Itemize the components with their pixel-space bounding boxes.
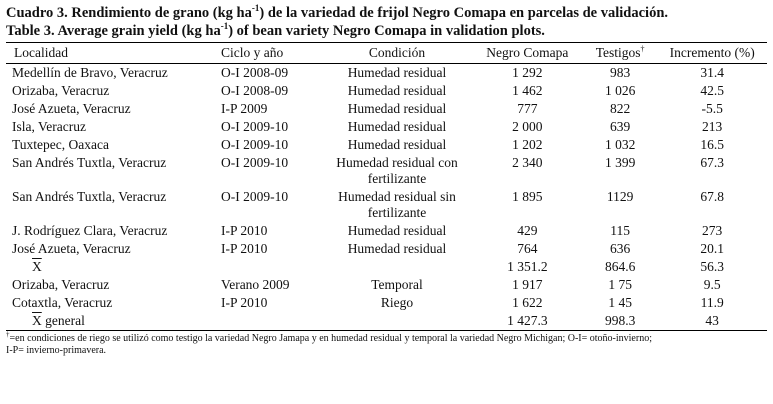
- header-testigos: [583, 43, 657, 64]
- caption-es-text-end: ) de la variedad de frijol Negro Comapa en parcelas de validación.: [259, 5, 669, 21]
- footnote-line-2: I-P= invierno-primavera.: [6, 345, 107, 356]
- table-header: [6, 43, 767, 64]
- cell-condicion: [322, 258, 471, 276]
- cell-negro-comapa: 1 895: [512, 189, 543, 204]
- table-row: [6, 118, 767, 136]
- cell-ciclo: [219, 312, 322, 331]
- cell-ciclo: I-P 2010: [220, 241, 268, 256]
- cell-negro-comapa: 777: [517, 101, 538, 116]
- cell-testigos: 822: [610, 101, 631, 116]
- cell-localidad: José Azueta, Veracruz: [12, 241, 131, 256]
- table-row: [6, 154, 767, 188]
- cell-condicion: Humedad residual sin fertilizante: [338, 189, 456, 220]
- cell-incremento: 42.5: [700, 83, 724, 98]
- table-row-mean: [6, 258, 767, 276]
- header-condicion: Condición: [322, 43, 471, 64]
- table-row: [6, 276, 767, 294]
- table-row: [6, 222, 767, 240]
- cell-ciclo: I-P 2009: [220, 101, 268, 116]
- cell-incremento: 11.9: [700, 295, 724, 310]
- cell-ciclo: I-P 2010: [220, 295, 268, 310]
- cell-condicion: Temporal: [371, 277, 423, 292]
- footnote-dagger: †: [6, 330, 10, 339]
- cell-condicion: Humedad residual: [347, 223, 447, 238]
- cell-testigos: 636: [610, 241, 631, 256]
- caption-spanish: [6, 4, 767, 22]
- caption-es-text: Cuadro 3. Rendimiento de grano (kg ha: [6, 5, 252, 21]
- cell-negro-comapa: 429: [517, 223, 538, 238]
- mean-label: general: [41, 313, 85, 328]
- cell-localidad: Isla, Veracruz: [12, 119, 86, 134]
- cell-localidad: [6, 312, 219, 331]
- cell-ciclo: O-I 2009-10: [220, 155, 289, 170]
- cell-ciclo: [219, 258, 322, 276]
- table-row: [6, 100, 767, 118]
- cell-testigos: 983: [610, 65, 631, 80]
- cell-ciclo: O-I 2009-10: [220, 119, 289, 134]
- cell-negro-comapa: 1 462: [512, 83, 543, 98]
- header-ciclo: Ciclo y año: [219, 43, 322, 64]
- cell-incremento: 67.8: [700, 189, 724, 204]
- table-row: [6, 188, 767, 222]
- caption-en-text-end: ) of bean variety Negro Comapa in validation plots.: [228, 23, 545, 39]
- cell-incremento: 67.3: [700, 155, 724, 170]
- cell-incremento: 9.5: [703, 277, 721, 292]
- cell-localidad: Orizaba, Veracruz: [12, 83, 110, 98]
- cell-testigos: 639: [610, 119, 631, 134]
- mean-symbol: $\overline{X}$: [32, 259, 42, 274]
- cell-testigos: 115: [610, 223, 630, 238]
- cell-negro-comapa: 1 917: [512, 277, 543, 292]
- cell-ciclo: O-I 2009-10: [220, 137, 289, 152]
- cell-localidad: San Andrés Tuxtla, Veracruz: [12, 155, 167, 170]
- cell-negro-comapa: 2 340: [512, 155, 543, 170]
- cell-incremento: -5.5: [701, 101, 723, 116]
- cell-condicion: Humedad residual: [347, 83, 447, 98]
- cell-incremento: 56.3: [700, 259, 724, 274]
- cell-condicion: [322, 312, 471, 331]
- cell-localidad: San Andrés Tuxtla, Veracruz: [12, 189, 167, 204]
- cell-localidad: J. Rodríguez Clara, Veracruz: [12, 223, 168, 238]
- cell-negro-comapa: 2 000: [512, 119, 543, 134]
- cell-incremento: 31.4: [700, 65, 724, 80]
- yield-table: [6, 42, 767, 331]
- cell-condicion: Humedad residual: [347, 241, 447, 256]
- header-localidad: Localidad: [6, 43, 219, 64]
- cell-condicion: Riego: [380, 295, 414, 310]
- footnote: [6, 330, 767, 357]
- table-row: [6, 64, 767, 83]
- table-row: [6, 82, 767, 100]
- cell-negro-comapa: 1 292: [512, 65, 543, 80]
- table-body: [6, 64, 767, 331]
- cell-negro-comapa: 1 202: [512, 137, 543, 152]
- header-incremento: Incremento (%): [657, 43, 767, 64]
- cell-localidad: Orizaba, Veracruz: [12, 277, 110, 292]
- caption-english: [6, 22, 767, 40]
- caption-es-superscript: -1: [251, 3, 260, 14]
- table-row-mean: [6, 312, 767, 331]
- cell-condicion: Humedad residual: [347, 65, 447, 80]
- cell-testigos: 1 399: [604, 155, 636, 170]
- cell-condicion: Humedad residual con fertilizante: [336, 155, 458, 186]
- header-negro-comapa: Negro Comapa: [472, 43, 583, 64]
- cell-incremento: 273: [702, 223, 723, 238]
- cell-testigos: 1 032: [604, 137, 636, 152]
- cell-ciclo: O-I 2008-09: [220, 65, 289, 80]
- cell-ciclo: Verano 2009: [220, 277, 290, 292]
- cell-incremento: 213: [702, 119, 723, 134]
- cell-negro-comapa: 1 427.3: [472, 312, 583, 331]
- cell-localidad: [6, 258, 219, 276]
- cell-testigos: 864.6: [604, 259, 636, 274]
- cell-condicion: Humedad residual: [347, 137, 447, 152]
- caption-en-superscript: -1: [220, 21, 229, 32]
- cell-testigos: 998.3: [583, 312, 657, 331]
- cell-condicion: Humedad residual: [347, 119, 447, 134]
- cell-condicion: Humedad residual: [347, 101, 447, 116]
- table-row: [6, 294, 767, 312]
- footnote-text-1: =en condiciones de riego se utilizó como testigo la variedad Negro Jamapa y en humedad residual y temporal la variedad Negro Michigan; O-I= otoño-invierno;: [9, 333, 652, 344]
- cell-testigos: 1129: [606, 189, 634, 204]
- mean-symbol: $\overline{X}$: [32, 313, 42, 328]
- cell-testigos: 1 75: [608, 277, 632, 292]
- table-row: [6, 240, 767, 258]
- cell-localidad: Medellín de Bravo, Veracruz: [12, 65, 168, 80]
- cell-incremento: 43: [657, 312, 767, 331]
- cell-localidad: José Azueta, Veracruz: [12, 101, 131, 116]
- cell-ciclo: O-I 2008-09: [220, 83, 289, 98]
- header-row: [6, 43, 767, 64]
- table-row: [6, 136, 767, 154]
- footnote-line-1: [6, 330, 767, 345]
- cell-incremento: 20.1: [700, 241, 724, 256]
- caption-en-text: Table 3. Average grain yield (kg ha: [6, 23, 221, 39]
- cell-testigos: 1 026: [604, 83, 636, 98]
- header-testigos-label: Testigos: [595, 45, 641, 60]
- cell-localidad: Tuxtepec, Oaxaca: [12, 137, 109, 152]
- cell-negro-comapa: 1 351.2: [507, 259, 548, 274]
- cell-incremento: 16.5: [700, 137, 724, 152]
- cell-ciclo: O-I 2009-10: [220, 189, 289, 204]
- cell-negro-comapa: 764: [517, 241, 538, 256]
- cell-localidad: Cotaxtla, Veracruz: [12, 295, 113, 310]
- cell-testigos: 1 45: [608, 295, 632, 310]
- cell-negro-comapa: 1 622: [512, 295, 543, 310]
- cell-ciclo: I-P 2010: [220, 223, 268, 238]
- header-testigos-dagger: †: [640, 44, 645, 54]
